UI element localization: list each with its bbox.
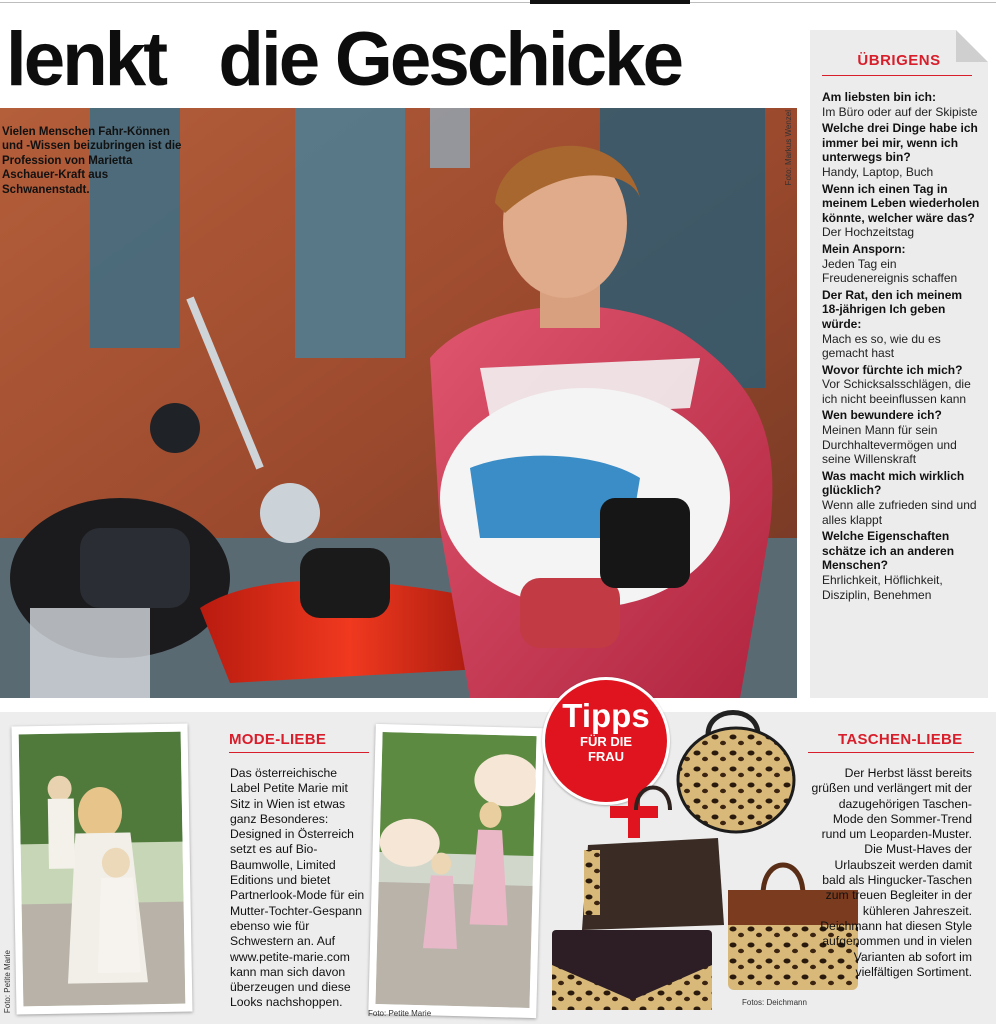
sidebar-title: ÜBRIGENS — [857, 52, 941, 69]
qa-question: Wen bewundere ich? — [822, 408, 942, 423]
qa-answer: Vor Schicksalsschlägen, die ich nicht beeinflussen kann — [822, 377, 971, 406]
mode-title-rule — [229, 752, 369, 753]
qa-question: Der Rat, den ich meinem 18-jährigen Ich geben würde: — [822, 287, 963, 331]
tipps-title: Tipps — [562, 697, 650, 734]
sidebar-title-rule — [822, 75, 972, 76]
qa-answer: Handy, Laptop, Buch — [822, 164, 934, 179]
fashion-credit-2: Foto: Petite Marie — [368, 1009, 432, 1018]
headline: lenkt die Geschicke — [6, 17, 682, 102]
qa-answer: Meinen Mann für sein Durchhaltevermögen und seine Willenskraft — [822, 423, 957, 467]
qa-answer: Mach es so, wie du es gemacht hast — [822, 331, 941, 361]
qa-answer: Der Hochzeitstag — [822, 225, 915, 240]
qa-question: Mein Ansporn: — [822, 241, 906, 256]
taschen-title-rule — [808, 752, 974, 753]
qa-question: Wenn ich einen Tag in meinem Leben wiederholen könnte, welcher wäre das? — [822, 181, 980, 225]
fashion-photo-1 — [12, 723, 193, 1014]
mode-title: MODE-LIEBE — [229, 731, 327, 748]
qa-question: Wovor fürchte ich mich? — [822, 362, 963, 377]
taschen-credit: Fotos: Deichmann — [742, 998, 807, 1007]
qa-question: Am liebsten bin ich: — [822, 90, 937, 104]
sidebar-qa-list — [822, 88, 982, 603]
top-bar — [530, 0, 690, 4]
qa-question: Was macht mich wirklich glücklich? — [822, 468, 965, 498]
fashion-photo-2 — [368, 724, 544, 1018]
qa-answer: Wenn alle zufrieden sind und alles klappt — [822, 498, 977, 527]
taschen-text: Der Herbst lässt bereits grüßen und verlängert mit der dazugehörigen Taschen-Mode den Sommer-Trend rund um Leoparden-Muster. Die Must-Haves der Urlaubszeit werden damit bald als Hingucker-Taschen zum treuen Begleiter in der kühleren Jahreszeit. Deichmann hat diesen Style aufgenommen und in vielen Varianten ab sofort im vielfältigen Sortiment. — [811, 766, 972, 979]
fashion-credit-1: Foto: Petite Marie — [3, 950, 12, 1014]
photo-credit: Foto: Markus Wenzel — [784, 110, 793, 186]
qa-question: Welche drei Dinge habe ich immer bei mir, wenn ich unterwegs bin? — [822, 121, 978, 165]
mode-text: Das österreichische Label Petite Marie mit Sitz in Wien ist etwas ganz Besonderes: Designed in Österreich setzt es auf Bio-Baumwolle, Limited Editions und bietet Partnerlook-Mode für ein Mutter-Tochter-Gespann ebenso wie für Schwestern an. Auf www.petite-marie.com kann man sich davon überzeugen und diese Looks nachshoppen. — [230, 766, 365, 1010]
tipps-line-1: FÜR DIE — [580, 734, 632, 749]
qa-answer: Jeden Tag ein Freudenereignis schaffen — [822, 256, 958, 286]
taschen-title: TASCHEN-LIEBE — [838, 731, 963, 748]
photo-caption: Vielen Menschen Fahr-Können und -Wissen beizubringen ist die Profession von Marietta Aschauer-Kraft aus Schwanenstadt. — [2, 126, 182, 196]
tipps-line-2: FRAU — [587, 749, 625, 764]
top-rule — [0, 2, 996, 3]
qa-answer: Im Büro oder auf der Skipiste — [822, 104, 978, 119]
qa-answer: Ehrlichkeit, Höflichkeit, Disziplin, Benehmen — [822, 573, 943, 602]
qa-question: Welche Eigenschaften schätze ich an anderen Menschen? — [822, 529, 955, 573]
